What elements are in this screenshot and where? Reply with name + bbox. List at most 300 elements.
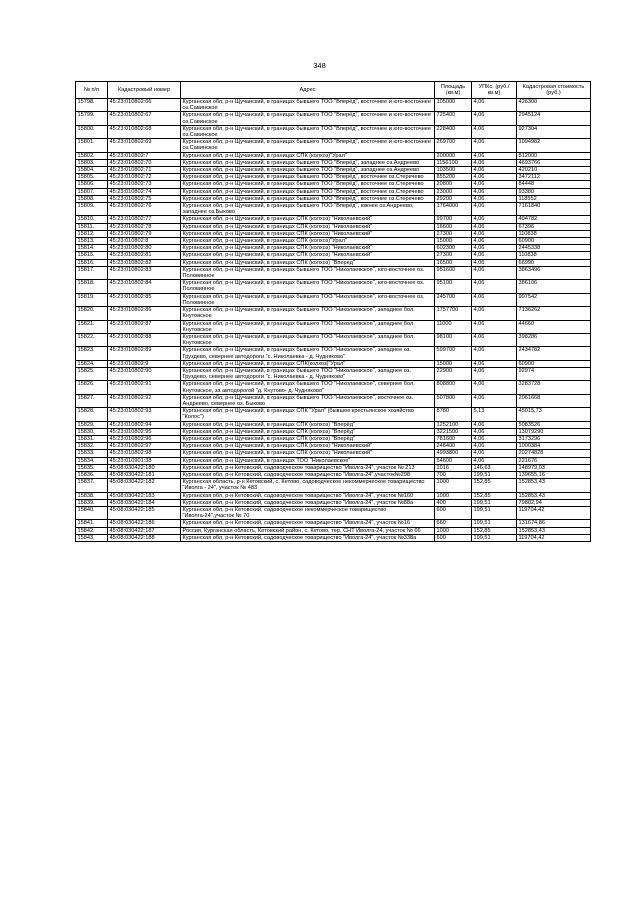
- row-number-cell: 15818.: [76, 280, 108, 293]
- cadastral-cost-cell: 67396: [517, 223, 591, 230]
- area-cell: 16600: [435, 223, 472, 230]
- upks-cell: 4,06: [472, 223, 517, 230]
- upks-cell: 4,06: [472, 360, 517, 367]
- table-row: [76, 293, 591, 306]
- cadastral-cost-cell: 3863496: [517, 266, 591, 279]
- table-row: [76, 506, 591, 519]
- row-number-cell: 15839.: [76, 499, 108, 506]
- header-cost: Кадастровая стоимость (руб.): [517, 82, 591, 99]
- row-number-cell: 15841.: [76, 520, 108, 527]
- row-number-cell: 15827.: [76, 394, 108, 407]
- area-cell: 1757700: [435, 307, 472, 320]
- cadastral-number-cell: 45:08:030422:182: [108, 479, 181, 492]
- upks-cell: 4,06: [472, 428, 517, 435]
- upks-cell: 4,06: [472, 152, 517, 159]
- cadastral-number-cell: 45:23:010802:90: [108, 367, 181, 380]
- row-number-cell: 15816.: [76, 259, 108, 266]
- cadastral-cost-cell: 13079290: [517, 428, 591, 435]
- table-row: [76, 499, 591, 506]
- area-cell: 725400: [435, 112, 472, 125]
- upks-cell: 152,85: [472, 492, 517, 499]
- address-cell: Курганская обл, р-н Щучанский, в границах ТОО "Николаевское": [181, 457, 435, 464]
- row-number-cell: 15810.: [76, 216, 108, 223]
- cadastral-number-cell: 45:23:010802:68: [108, 125, 181, 138]
- cadastral-number-cell: 45:23:010802:9: [108, 360, 181, 367]
- address-cell: Курганская обл, р-н Щучанский, в границах бывшего ТОО "Вперёд", восточнее оз.Стеречево: [181, 195, 435, 202]
- cadastral-number-cell: 45:23:010802:70: [108, 159, 181, 166]
- area-cell: 200000: [435, 152, 472, 159]
- row-number-cell: 15821.: [76, 320, 108, 333]
- table-row: [76, 421, 591, 428]
- table-row: [76, 381, 591, 394]
- table-row: [76, 159, 591, 166]
- table-row: [76, 428, 591, 435]
- upks-cell: 4,06: [472, 139, 517, 152]
- address-cell: Курганская обл, р-н Щучанский, в границах СПК (колхоз) "Вперёд": [181, 428, 435, 435]
- upks-cell: 4,06: [472, 280, 517, 293]
- table-row: [76, 307, 591, 320]
- cadastral-number-cell: 45:08:030422:184: [108, 499, 181, 506]
- row-number-cell: 15835.: [76, 464, 108, 471]
- cadastral-number-cell: 45:23:010802:93: [108, 408, 181, 421]
- cadastral-cost-cell: 426300: [517, 99, 591, 112]
- address-cell: Курганская обл, р-н Щучанский, в границах СПК (колхоз) "Николаевский": [181, 223, 435, 230]
- row-number-cell: 15803.: [76, 159, 108, 166]
- upks-cell: 4,06: [472, 238, 517, 245]
- row-number-cell: 15798.: [76, 99, 108, 112]
- address-cell: Курганская обл, р-н Щучанский, в границах бывшего ТОО "Вперёд", западнее оз.Андреево: [181, 167, 435, 174]
- row-number-cell: 15809.: [76, 203, 108, 216]
- header-area: Площадь (кв.м): [435, 82, 472, 99]
- area-cell: 781600: [435, 435, 472, 442]
- cadastral-cost-cell: 420210: [517, 167, 591, 174]
- address-cell: Курганская обл, р-н Щучанский, в границах бывшего ТОО "Николаевское", юго-восточнее оз. Половинное: [181, 280, 435, 293]
- table-row: [76, 450, 591, 457]
- table-row: [76, 195, 591, 202]
- cadastral-number-cell: 45:23:010802:78: [108, 223, 181, 230]
- address-cell: Курганская обл, р-н Щучанский, в границах СПК (колхоз) "Вперед": [181, 259, 435, 266]
- cadastral-cost-cell: 3472112: [517, 174, 591, 181]
- table-row: [76, 471, 591, 478]
- row-number-cell: 15838.: [76, 492, 108, 499]
- upks-cell: 199,51: [472, 471, 517, 478]
- address-cell: Курганская обл, р-н Щучанский, в границах бывшего ТОО "Вперёд", восточнее оз.Стеречево: [181, 188, 435, 195]
- address-cell: Курганская обл, р-н Щучанский, в границах СПК (колхоз) "Николаевский": [181, 443, 435, 450]
- row-number-cell: 15806.: [76, 181, 108, 188]
- cadastral-number-cell: 45:08:030422:181: [108, 471, 181, 478]
- cadastral-cost-cell: 44660: [517, 320, 591, 333]
- cadastral-cost-cell: 139655,16: [517, 471, 591, 478]
- row-number-cell: 15832.: [76, 443, 108, 450]
- row-number-cell: 15842.: [76, 527, 108, 534]
- cadastral-number-cell: 45:23:010802:69: [108, 139, 181, 152]
- address-cell: Курганская обл, р-н Щучанский, в границах бывшего ТОО "Вперёд", южнее оз.Андреево, западнее оз.Быково: [181, 203, 435, 216]
- cadastral-cost-cell: 152853,43: [517, 492, 591, 499]
- row-number-cell: 15831.: [76, 435, 108, 442]
- row-number-cell: 15830.: [76, 428, 108, 435]
- table-row: [76, 320, 591, 333]
- cadastral-number-cell: 45:23:010802:67: [108, 112, 181, 125]
- row-number-cell: 15822.: [76, 333, 108, 346]
- row-number-cell: 15813.: [76, 238, 108, 245]
- table-row: [76, 216, 591, 223]
- row-number-cell: 15836.: [76, 471, 108, 478]
- row-number-cell: 15823.: [76, 347, 108, 360]
- cadastral-cost-cell: 20274828: [517, 450, 591, 457]
- table-row: [76, 464, 591, 471]
- address-cell: Курганская обл, р-н Кетовский, садоводческое товарищество "Иволга-24", участок №88а: [181, 499, 435, 506]
- table-row: [76, 435, 591, 442]
- upks-cell: 199,51: [472, 520, 517, 527]
- table-row: [76, 238, 591, 245]
- upks-cell: 4,06: [472, 174, 517, 181]
- row-number-cell: 15824.: [76, 360, 108, 367]
- table-row: [76, 492, 591, 499]
- cadastral-cost-cell: 7161840: [517, 203, 591, 216]
- address-cell: Курганская обл, р-н Щучанский, в границах СПК (колхоз) "Николаевский": [181, 252, 435, 259]
- upks-cell: 4,06: [472, 421, 517, 428]
- cadastral-cost-cell: 927304: [517, 125, 591, 138]
- upks-cell: 4,06: [472, 125, 517, 138]
- cadastral-number-cell: 45:08:030422:180: [108, 464, 181, 471]
- cadastral-table: [75, 81, 591, 542]
- address-cell: Курганская обл, р-н Щучанский, в границах бывшего ТОО "Николаевское", юго-восточнее оз. Половинное: [181, 266, 435, 279]
- area-cell: 1000: [435, 492, 472, 499]
- row-number-cell: 15833.: [76, 450, 108, 457]
- row-number-cell: 15815.: [76, 252, 108, 259]
- area-cell: 1000: [435, 479, 472, 492]
- area-cell: 246400: [435, 443, 472, 450]
- table-header-row: [76, 82, 591, 99]
- cadastral-cost-cell: 118552: [517, 195, 591, 202]
- cadastral-cost-cell: 2445338: [517, 245, 591, 252]
- row-number-cell: 15829.: [76, 421, 108, 428]
- upks-cell: 4,06: [472, 159, 517, 166]
- cadastral-cost-cell: 152853,43: [517, 479, 591, 492]
- cadastral-cost-cell: 3283728: [517, 381, 591, 394]
- row-number-cell: 15825.: [76, 367, 108, 380]
- row-number-cell: 15837.: [76, 479, 108, 492]
- row-number-cell: 15807.: [76, 188, 108, 195]
- area-cell: 602300: [435, 245, 472, 252]
- row-number-cell: 15812.: [76, 230, 108, 237]
- area-cell: 95100: [435, 280, 472, 293]
- cadastral-cost-cell: 148979,03: [517, 464, 591, 471]
- header-address: Адрес: [181, 82, 435, 99]
- row-number-cell: 15808.: [76, 195, 108, 202]
- table-row: [76, 408, 591, 421]
- upks-cell: 4,06: [472, 188, 517, 195]
- cadastral-cost-cell: 5083526: [517, 421, 591, 428]
- upks-cell: 4,06: [472, 195, 517, 202]
- cadastral-number-cell: 45:23:010802:88: [108, 333, 181, 346]
- address-cell: Курганская обл, р-н Щучанский, в границах СПК (колхоз)"Урал": [181, 238, 435, 245]
- upks-cell: 4,06: [472, 450, 517, 457]
- row-number-cell: 15799.: [76, 112, 108, 125]
- area-cell: 855200: [435, 174, 472, 181]
- upks-cell: 4,06: [472, 181, 517, 188]
- address-cell: Курганская обл, р-н Щучанский, в границах бывшего ТОО "Николаевское", севернее бол. Кнутовское, за автодорогой "д. Кнутово- д. Чудняково": [181, 381, 435, 394]
- area-cell: 3221500: [435, 428, 472, 435]
- cadastral-cost-cell: 812000: [517, 152, 591, 159]
- upks-cell: 4,06: [472, 367, 517, 380]
- address-cell: Курганская обл, р-н Щучанский, в границах бывшего ТОО "Вперёд", восточнее оз.Стеречево: [181, 181, 435, 188]
- upks-cell: 4,06: [472, 203, 517, 216]
- row-number-cell: 15820.: [76, 307, 108, 320]
- cadastral-cost-cell: 2061668: [517, 394, 591, 407]
- upks-cell: 4,06: [472, 230, 517, 237]
- row-number-cell: 15828.: [76, 408, 108, 421]
- area-cell: 99700: [435, 216, 472, 223]
- cadastral-number-cell: 45:23:010802:71: [108, 167, 181, 174]
- row-number-cell: 15819.: [76, 293, 108, 306]
- address-cell: Россия, Курганская область, Кетовский район, с. Кетово, тер. СНТ Иволга-24, участок № 66: [181, 527, 435, 534]
- cadastral-cost-cell: 1000384: [517, 443, 591, 450]
- table-row: [76, 139, 591, 152]
- table-row: [76, 259, 591, 266]
- cadastral-number-cell: 45:23:010802:80: [108, 245, 181, 252]
- address-cell: Курганская обл, р-н Щучанский, в границах СПК (колхоз)"Урал": [181, 152, 435, 159]
- cadastral-cost-cell: 119704,42: [517, 506, 591, 519]
- table-row: [76, 534, 591, 541]
- area-cell: 11000: [435, 320, 472, 333]
- address-cell: Курганская область, р-н Кетовский, с. Кетово, садоводческое некоммерческое товарищество "Иволга - 24", участок № 483: [181, 479, 435, 492]
- area-cell: 22900: [435, 367, 472, 380]
- row-number-cell: 15817.: [76, 266, 108, 279]
- area-cell: 15000: [435, 238, 472, 245]
- cadastral-number-cell: 45:23:010802:8: [108, 238, 181, 245]
- upks-cell: 4,06: [472, 394, 517, 407]
- cadastral-number-cell: 45:08:030422:186: [108, 520, 181, 527]
- cadastral-cost-cell: 2945124: [517, 112, 591, 125]
- address-cell: Курганская обл, р-н Щучанский, в границах бывшего ТОО "Вперёд", восточнее и юго-восточнее оз.Савинское: [181, 112, 435, 125]
- address-cell: Курганская обл, р-н Кетовский, садоводческое некоммерческое товарищество "Иволга-24",участок № 70: [181, 506, 435, 519]
- area-cell: 1000: [435, 527, 472, 534]
- address-cell: Курганская обл, р-н Кетовский, садоводческое товарищество "Иволга-24", участок №16: [181, 520, 435, 527]
- upks-cell: 152,85: [472, 527, 517, 534]
- upks-cell: 4,06: [472, 252, 517, 259]
- address-cell: Курганская обл, р-н Щучанский, в границах бывшего ТОО "Николаевское", юго-восточнее оз. Половинное: [181, 293, 435, 306]
- area-cell: 507800: [435, 394, 472, 407]
- area-cell: 245700: [435, 293, 472, 306]
- cadastral-number-cell: 45:23:010802:79: [108, 230, 181, 237]
- cadastral-cost-cell: 2434782: [517, 347, 591, 360]
- upks-cell: 4,06: [472, 216, 517, 223]
- cadastral-cost-cell: 93380: [517, 188, 591, 195]
- address-cell: Курганская обл, р-н Щучанский, в границах бывшего ТОО "Вперёд", западнее оз.Андреево: [181, 159, 435, 166]
- upks-cell: 4,06: [472, 293, 517, 306]
- address-cell: Курганская обл, р-н Щучанский, в границах бывшего ТОО "Николаевское", западнее бол. Кнутовское: [181, 307, 435, 320]
- area-cell: 20800: [435, 181, 472, 188]
- area-cell: 1016: [435, 464, 472, 471]
- cadastral-number-cell: 45:23:010802:86: [108, 307, 181, 320]
- area-cell: 103500: [435, 167, 472, 174]
- address-cell: Курганская обл, р-н Щучанский, в границах бывшего ТОО "Вперёд", восточнее и юго-восточнее оз.Савинское: [181, 125, 435, 138]
- area-cell: 600: [435, 534, 472, 541]
- row-number-cell: 15801.: [76, 139, 108, 152]
- area-cell: 660: [435, 520, 472, 527]
- address-cell: Курганская обл, р-н Щучанский, в границах СПК (колхоз) "Николаевский": [181, 245, 435, 252]
- upks-cell: 4,06: [472, 307, 517, 320]
- table-row: [76, 479, 591, 492]
- table-row: [76, 360, 591, 367]
- area-cell: 700: [435, 471, 472, 478]
- cadastral-cost-cell: 110838: [517, 252, 591, 259]
- area-cell: 269700: [435, 139, 472, 152]
- cadastral-number-cell: 45:23:010802:98: [108, 450, 181, 457]
- row-number-cell: 15814.: [76, 245, 108, 252]
- cadastral-cost-cell: 60900: [517, 238, 591, 245]
- cadastral-cost-cell: 4693766: [517, 159, 591, 166]
- cadastral-cost-cell: 221676: [517, 457, 591, 464]
- cadastral-number-cell: 45:23:010802:73: [108, 181, 181, 188]
- table-row: [76, 347, 591, 360]
- table-row: [76, 203, 591, 216]
- upks-cell: 4,06: [472, 333, 517, 346]
- upks-cell: 4,06: [472, 99, 517, 112]
- cadastral-number-cell: 45:23:010802:87: [108, 320, 181, 333]
- table-row: [76, 527, 591, 534]
- cadastral-number-cell: 45:08:030422:185: [108, 506, 181, 519]
- table-row: [76, 99, 591, 112]
- table-row: [76, 223, 591, 230]
- row-number-cell: 15826.: [76, 381, 108, 394]
- cadastral-number-cell: 45:23:010802:85: [108, 293, 181, 306]
- area-cell: 1764000: [435, 203, 472, 216]
- upks-cell: 4,06: [472, 347, 517, 360]
- area-cell: 105000: [435, 99, 472, 112]
- cadastral-number-cell: 45:08:030422:183: [108, 492, 181, 499]
- upks-cell: 199,51: [472, 506, 517, 519]
- area-cell: 54600: [435, 457, 472, 464]
- upks-cell: 146,63: [472, 464, 517, 471]
- cadastral-number-cell: 45:08:030422:187: [108, 527, 181, 534]
- cadastral-number-cell: 45:23:010802:96: [108, 435, 181, 442]
- table-row: [76, 280, 591, 293]
- table-row: [76, 520, 591, 527]
- address-cell: Курганская обл, р-н Кетовский, садоводческое товарищество "Иволга-24", участок № 213: [181, 464, 435, 471]
- cadastral-cost-cell: 398286: [517, 333, 591, 346]
- address-cell: Курганская обл, р-н Щучанский, в границах бывшего ТОО "Николаевское", западнее оз. Груздево, севернее автодороги "с. Николаевка - д. Чудняково": [181, 367, 435, 380]
- table-row: [76, 112, 591, 125]
- cadastral-cost-cell: 110838: [517, 230, 591, 237]
- address-cell: Курганская обл, р-н Щучанский, в границах СПК (колхоз) "Николаевский": [181, 216, 435, 223]
- cadastral-number-cell: 45:23:010802:94: [108, 421, 181, 428]
- row-number-cell: 15804.: [76, 167, 108, 174]
- area-cell: 1156100: [435, 159, 472, 166]
- upks-cell: 4,06: [472, 266, 517, 279]
- table-body: [76, 99, 591, 542]
- cadastral-number-cell: 45:23:010802:84: [108, 280, 181, 293]
- row-number-cell: 15800.: [76, 125, 108, 138]
- upks-cell: 152,85: [472, 479, 517, 492]
- address-cell: Курганская обл, р-н Щучанский, в границах СПК(колхоз)"Урал": [181, 360, 435, 367]
- cadastral-number-cell: 45:23:010802:77: [108, 216, 181, 223]
- address-cell: Курганская обл, р-н Щучанский, в границах СПК "Урал" (бывшее крестьянское хозяйство "Колос"): [181, 408, 435, 421]
- table-row: [76, 443, 591, 450]
- address-cell: Курганская обл, р-н Щучанский, в границах бывшего ТОО "Николаевское", западнее бол. Кнутовское: [181, 333, 435, 346]
- upks-cell: 4,06: [472, 443, 517, 450]
- row-number-cell: 15843.: [76, 534, 108, 541]
- cadastral-number-cell: 45:23:010802:76: [108, 203, 181, 216]
- upks-cell: 4,06: [472, 112, 517, 125]
- table-row: [76, 457, 591, 464]
- address-cell: Курганская обл, р-н Щучанский, в границах бывшего ТОО "Николаевское", восточнее оз. Андреево, севернее оз. Быково: [181, 394, 435, 407]
- cadastral-cost-cell: 997542: [517, 293, 591, 306]
- row-number-cell: 15840.: [76, 506, 108, 519]
- address-cell: Курганская обл, р-н Кетовский, садоводческое товарищество "Иволга-24", участок №160: [181, 492, 435, 499]
- cadastral-cost-cell: 66990: [517, 259, 591, 266]
- table-row: [76, 333, 591, 346]
- area-cell: 27300: [435, 252, 472, 259]
- cadastral-cost-cell: 92974: [517, 367, 591, 380]
- cadastral-cost-cell: 79802,94: [517, 499, 591, 506]
- upks-cell: 4,06: [472, 245, 517, 252]
- cadastral-number-cell: 45:23:010802:72: [108, 174, 181, 181]
- cadastral-cost-cell: 1094982: [517, 139, 591, 152]
- header-upks: УПКс. (руб./кв.м): [472, 82, 517, 99]
- cadastral-number-cell: 45:23:010802:83: [108, 266, 181, 279]
- table-row: [76, 367, 591, 380]
- cadastral-number-cell: 45:23:010802:74: [108, 188, 181, 195]
- table-row: [76, 125, 591, 138]
- table-row: [76, 167, 591, 174]
- area-cell: 4993800: [435, 450, 472, 457]
- area-cell: 599700: [435, 347, 472, 360]
- address-cell: Курганская обл, р-н Щучанский, в границах СПК (колхоз) "Вперёд": [181, 435, 435, 442]
- cadastral-number-cell: 45:23:010802:89: [108, 347, 181, 360]
- upks-cell: 5,13: [472, 408, 517, 421]
- table-row: [76, 394, 591, 407]
- upks-cell: 4,06: [472, 259, 517, 266]
- table-row: [76, 188, 591, 195]
- cadastral-number-cell: 45:23:010802:92: [108, 394, 181, 407]
- address-cell: Курганская обл, р-н Щучанский, в границах бывшего ТОО "Вперёд", восточнее и юго-восточнее оз.Савинское: [181, 139, 435, 152]
- table-row: [76, 230, 591, 237]
- cadastral-cost-cell: 152853,43: [517, 527, 591, 534]
- cadastral-cost-cell: 45015,73: [517, 408, 591, 421]
- cadastral-cost-cell: 131674,86: [517, 520, 591, 527]
- cadastral-number-cell: 45:23:010802:66: [108, 99, 181, 112]
- area-cell: 228400: [435, 125, 472, 138]
- area-cell: 23000: [435, 188, 472, 195]
- cadastral-cost-cell: 404782: [517, 216, 591, 223]
- row-number-cell: 15834.: [76, 457, 108, 464]
- table-row: [76, 252, 591, 259]
- cadastral-number-cell: 45:23:010802:97: [108, 443, 181, 450]
- page-number: 348: [313, 61, 326, 70]
- upks-cell: 199,51: [472, 534, 517, 541]
- upks-cell: 4,06: [472, 320, 517, 333]
- cadastral-number-cell: 45:23:010802:81: [108, 252, 181, 259]
- table-row: [76, 152, 591, 159]
- table-row: [76, 174, 591, 181]
- cadastral-number-cell: 45:23:010802:95: [108, 428, 181, 435]
- area-cell: 600: [435, 506, 472, 519]
- area-cell: 808800: [435, 381, 472, 394]
- row-number-cell: 15805.: [76, 174, 108, 181]
- address-cell: Курганская обл, р-н Щучанский, в границах бывшего ТОО "Вперёд", восточнее и юго-восточнее оз.Савинское: [181, 99, 435, 112]
- cadastral-number-cell: 45:23:010802:75: [108, 195, 181, 202]
- upks-cell: 4,06: [472, 435, 517, 442]
- address-cell: Курганская обл, р-н Кетовский, садоводческое товарищество "Иволга-24", участок №338а: [181, 534, 435, 541]
- table-row: [76, 245, 591, 252]
- row-number-cell: 15811.: [76, 223, 108, 230]
- cadastral-cost-cell: 84448: [517, 181, 591, 188]
- address-cell: Курганская обл, р-н Щучанский, в границах бывшего ТОО "Николаевское", западнее оз. Груздево, севернее автодороги "с. Николаевка - д. Чудняково": [181, 347, 435, 360]
- row-number-cell: 15802.: [76, 152, 108, 159]
- cadastral-cost-cell: 386106: [517, 280, 591, 293]
